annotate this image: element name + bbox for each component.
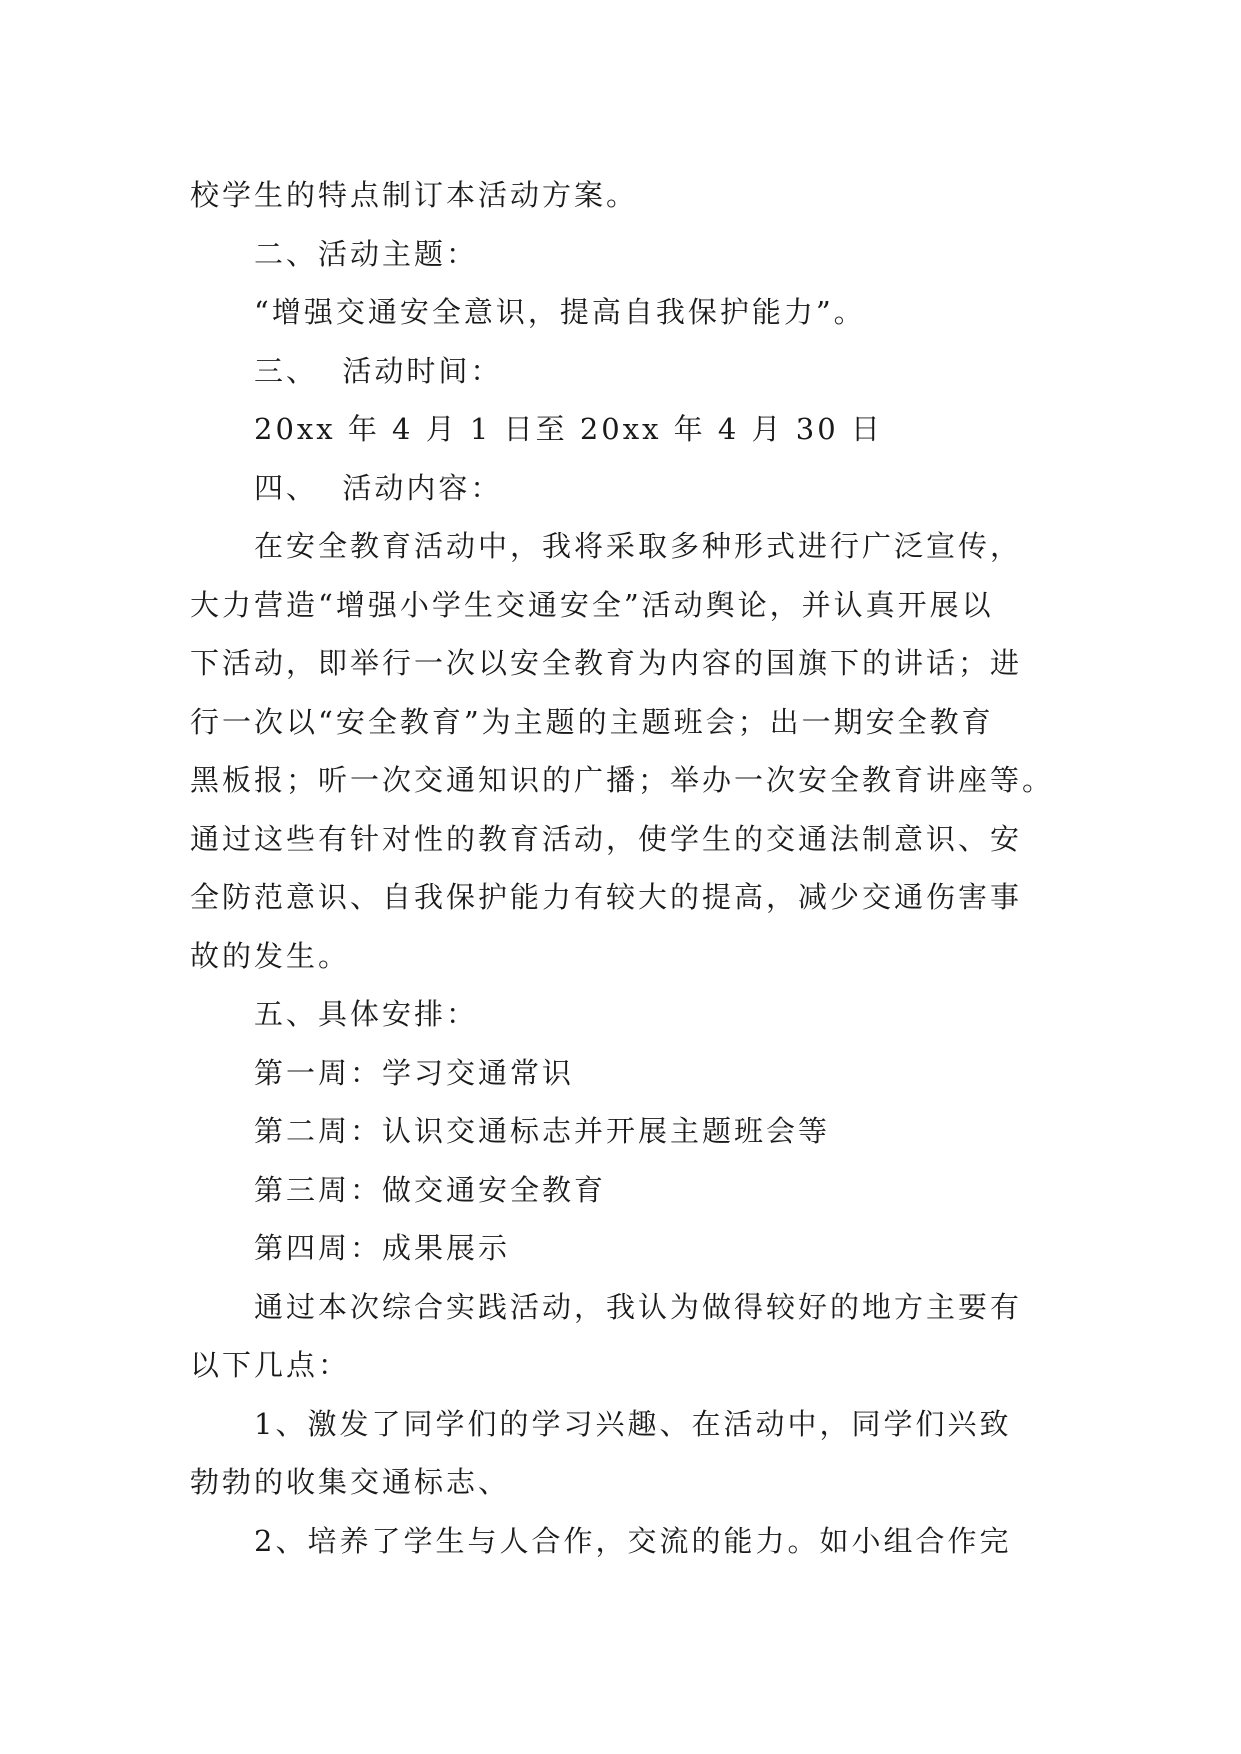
schedule-week-4: 第四周：成果展示 xyxy=(254,1231,511,1265)
text-line: 故的发生。 xyxy=(190,938,351,973)
section-heading-theme: 二、活动主题： xyxy=(254,236,479,271)
text-line: 全防范意识、自我保护能力有较大的提高，减少交通伤害事 xyxy=(190,880,1023,914)
schedule-week-1: 第一周：学习交通常识 xyxy=(254,1055,575,1090)
text-line: 勃勃的收集交通标志、 xyxy=(190,1465,511,1499)
schedule-week-3: 第三周：做交通安全教育 xyxy=(254,1172,607,1207)
text-line: 黑板报；听一次交通知识的广播；举办一次安全教育讲座等。 xyxy=(190,763,1055,797)
text-line: 行一次以“安全教育”为主题的主题班会；出一期安全教育 xyxy=(190,704,994,739)
schedule-week-2: 第二周：认识交通标志并开展主题班会等 xyxy=(254,1114,831,1148)
list-item-2: 2、培养了学生与人合作，交流的能力。如小组合作完 xyxy=(254,1523,1012,1558)
text-line: 以下几点： xyxy=(190,1348,351,1382)
document-body xyxy=(190,166,1055,1570)
text-line: 校学生的特点制订本活动方案。 xyxy=(190,178,639,212)
section-heading-schedule: 五、具体安排： xyxy=(254,997,479,1031)
text-line: 通过这些有针对性的教育活动，使学生的交通法制意识、安 xyxy=(190,821,1023,856)
section-heading-time: 三、 活动时间： xyxy=(254,353,503,388)
text-line: 下活动，即举行一次以安全教育为内容的国旗下的讲话；进 xyxy=(190,646,1023,680)
activity-date-range: 20xx 年 4 月 1 日至 20xx 年 4 月 30 日 xyxy=(254,412,883,446)
text-line: 通过本次综合实践活动，我认为做得较好的地方主要有 xyxy=(254,1289,1023,1324)
section-heading-content: 四、 活动内容： xyxy=(254,470,503,505)
list-item-1: 1、激发了同学们的学习兴趣、在活动中，同学们兴致 xyxy=(254,1406,1012,1441)
theme-slogan: “增强交通安全意识，提高自我保护能力”。 xyxy=(254,295,866,329)
text-line: 在安全教育活动中，我将采取多种形式进行广泛宣传， xyxy=(254,529,1023,563)
text-line: 大力营造“增强小学生交通安全”活动舆论，并认真开展以 xyxy=(190,587,994,622)
